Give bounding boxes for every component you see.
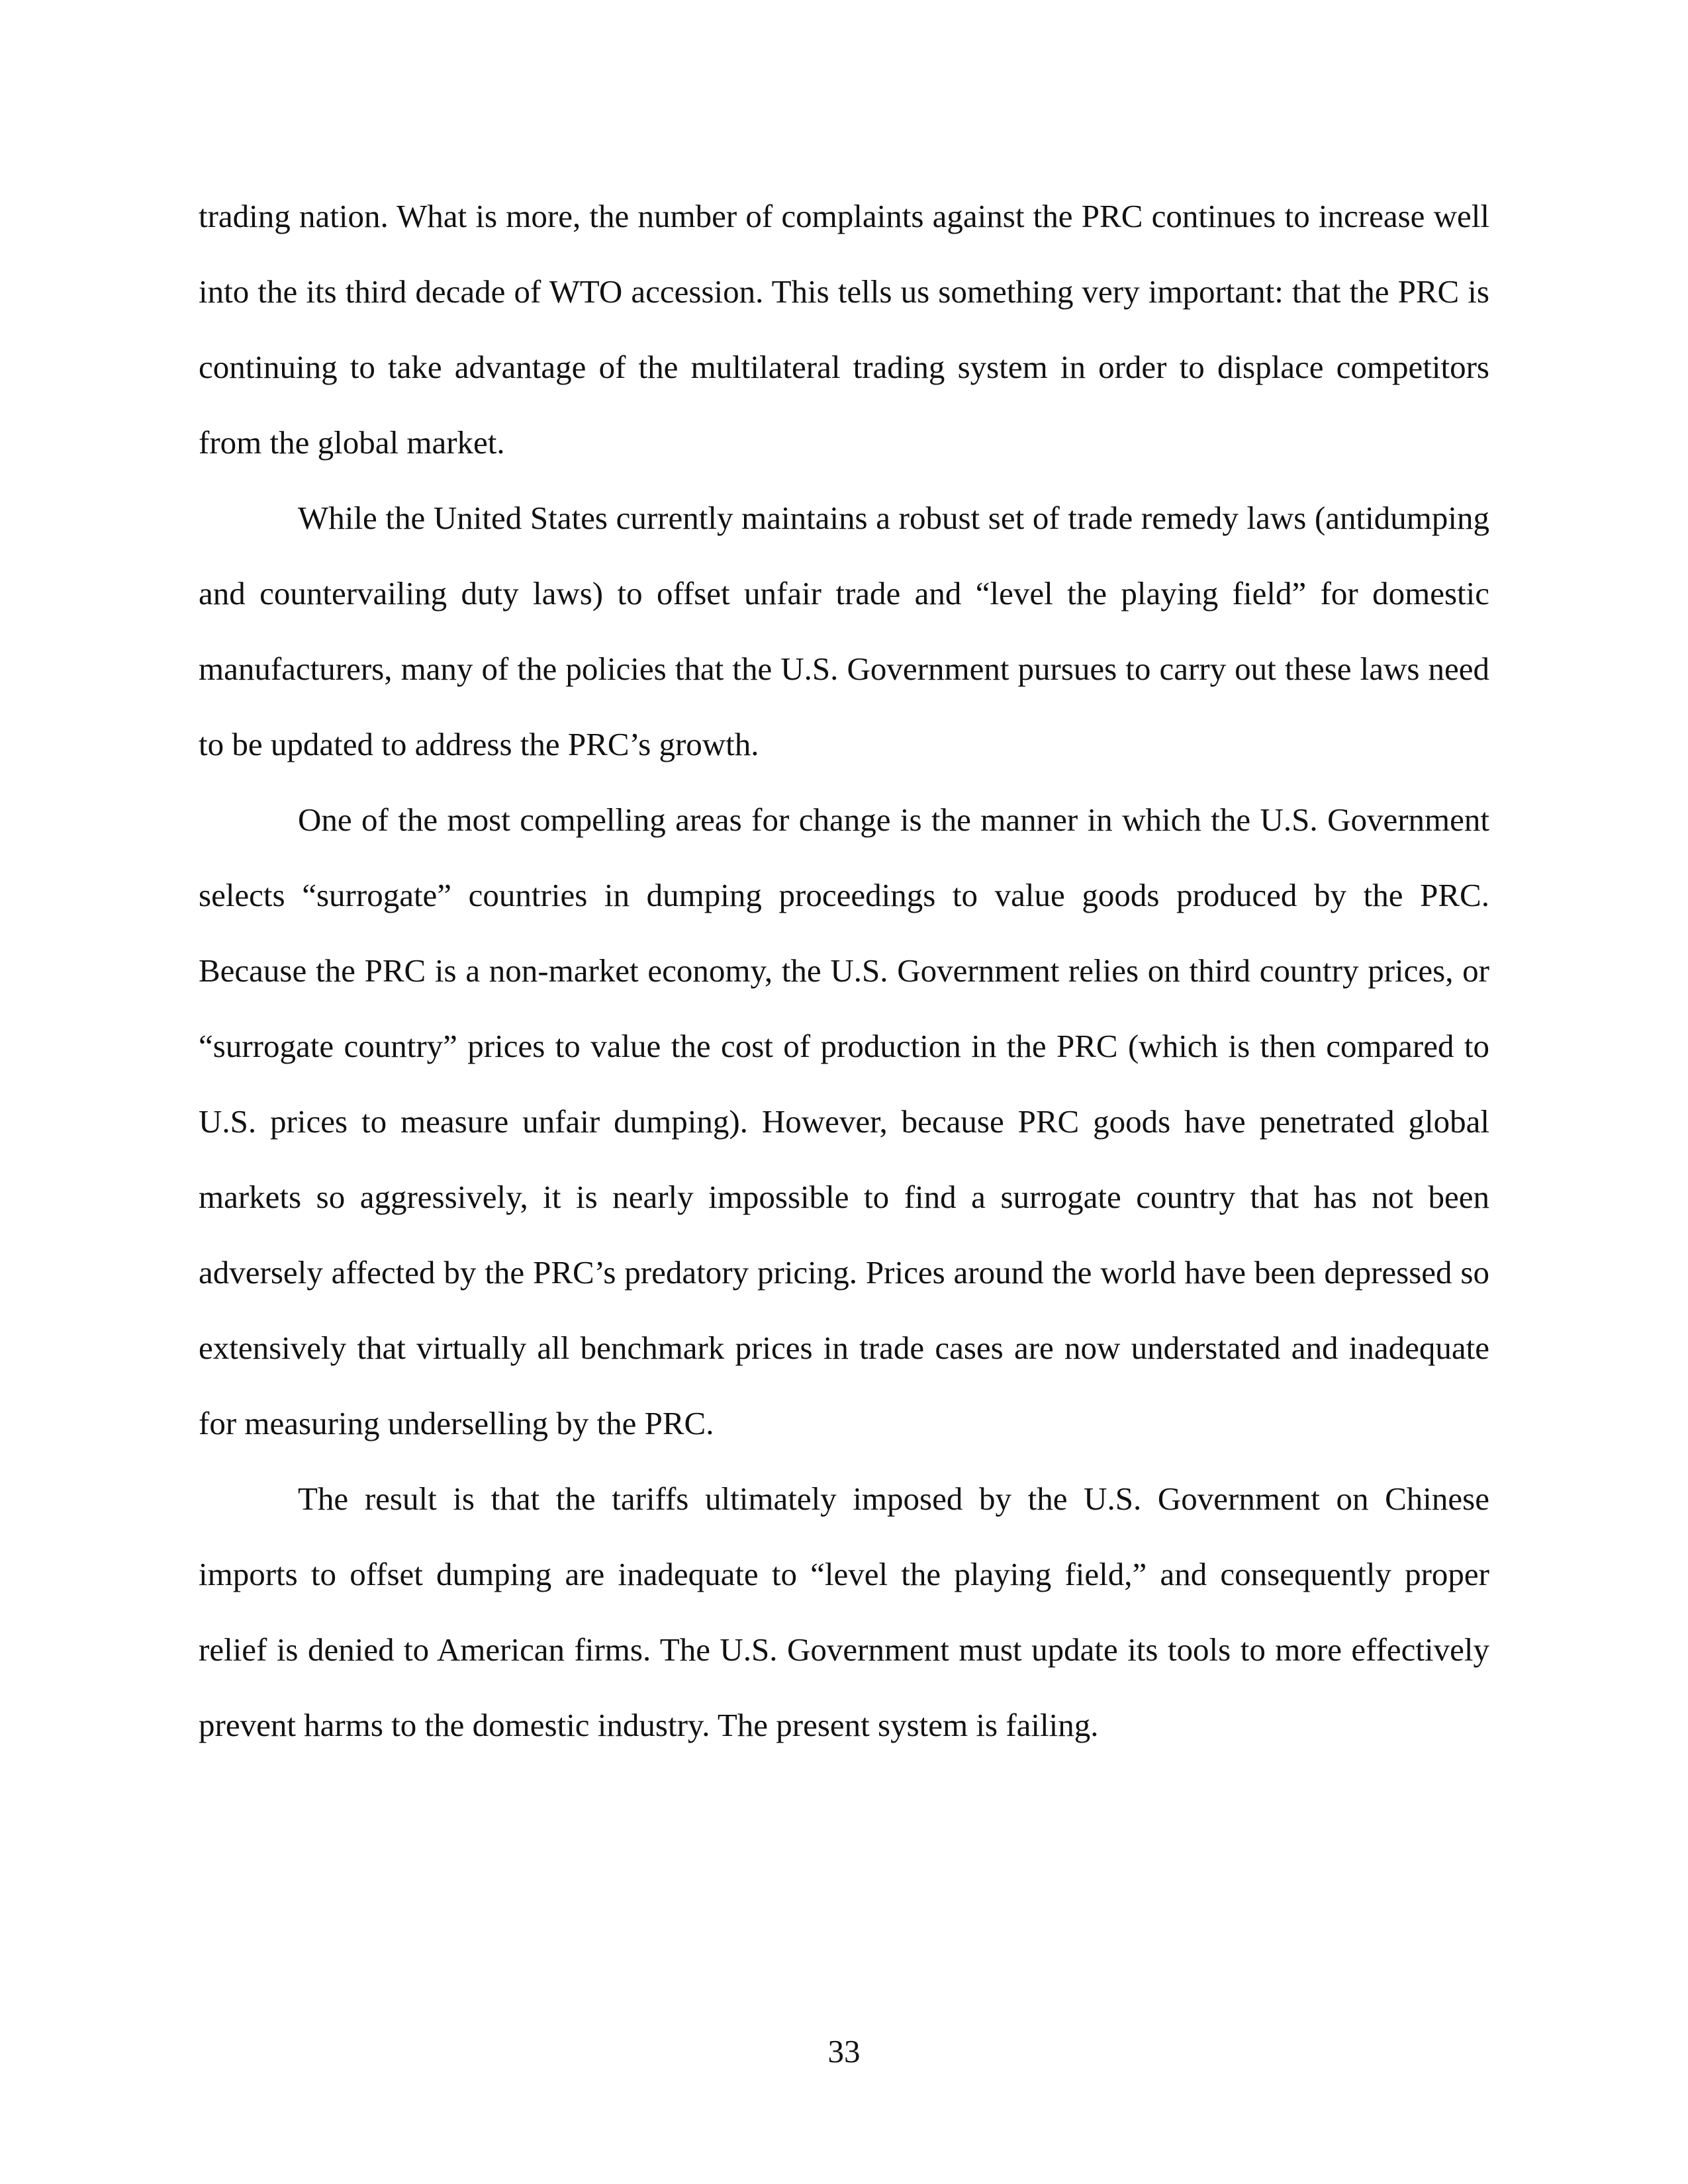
page-number: 33 bbox=[827, 2033, 861, 2070]
paragraph-surrogate-countries: One of the most compelling areas for change is the manner in which the U.S. Government selects “surrogate” countries in dumping proceedings to value goods produced by the PRC. Because the PRC is a non-market economy, the U.S. Government relies on third country prices, or “surrogate country” prices to value the cost of production in the PRC (which is then compared to U.S. prices to measure unfair dumping). However, because PRC goods have penetrated global markets so aggressively, it is nearly impossible to find a surrogate country that has not been adversely affected by the PRC’s predatory pricing. Prices around the world have been depressed so extensively that virtually all benchmark prices in trade cases are now understated and inadequate for measuring underselling by the PRC. bbox=[199, 801, 1489, 1441]
paragraph-trade-remedy-laws: While the United States currently maintains a robust set of trade remedy laws (antidumping and countervailing duty laws) to offset unfair trade and “level the playing field” for domestic manufacturers, many of the policies that the U.S. Government pursues to carry out these laws need to be updated to address the PRC’s growth. bbox=[199, 500, 1489, 762]
paragraph-continuation: trading nation. What is more, the number of complaints against the PRC continues to increase well into the its third decade of WTO accession. This tells us something very important: that the PRC is continuing to take advantage of the multilateral trading system in order to displace competitors from the global market. bbox=[199, 198, 1489, 461]
paragraph-conclusion: The result is that the tariffs ultimately imposed by the U.S. Government on Chinese imports to offset dumping are inadequate to “level the playing field,” and consequently proper relief is denied to American firms. The U.S. Government must update its tools to more effectively prevent harms to the domestic industry. The present system is failing. bbox=[199, 1480, 1489, 1743]
body-text bbox=[199, 179, 1489, 1763]
